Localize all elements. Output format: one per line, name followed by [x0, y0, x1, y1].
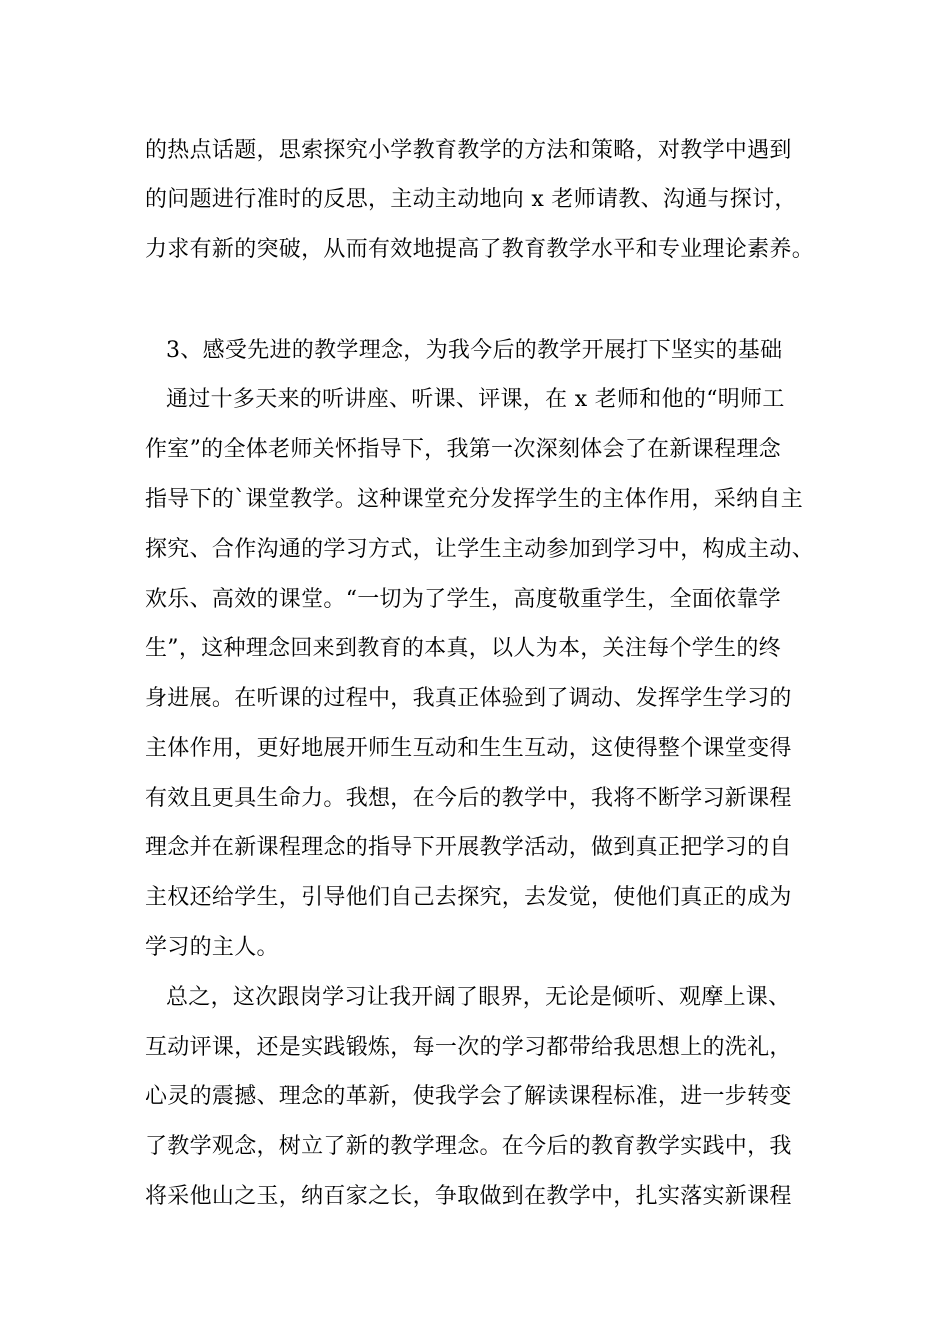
- paragraph-line: 欢乐、高效的课堂。“一切为了学生，高度敬重学生，全面依靠学: [145, 587, 781, 612]
- paragraph-line: 有效且更具生命力。我想，在今后的教学中，我将不断学习新课程: [145, 786, 792, 811]
- paragraph-line: 总之，这次跟岗学习让我开阔了眼界，无论是倾听、观摩上课、: [166, 985, 791, 1010]
- paragraph-line: 了教学观念，树立了新的教学理念。在今后的教育教学实践中，我: [145, 1134, 792, 1159]
- paragraph-line: 探究、合作沟通的学习方式，让学生主动参加到学习中，构成主动、: [145, 537, 815, 562]
- paragraph-line: 主体作用，更好地展开师生互动和生生互动，这使得整个课堂变得: [145, 736, 792, 761]
- paragraph-line: 指导下的`课堂教学。这种课堂充分发挥学生的主体作用，采纳自主: [145, 487, 804, 512]
- paragraph-line: 互动评课，还是实践锻炼，每一次的学习都带给我思想上的洗礼，: [145, 1035, 792, 1060]
- paragraph-line: 通过十多天来的听讲座、听课、评课，在 x 老师和他的“明师工: [166, 387, 785, 412]
- paragraph-line: 的热点话题，思索探究小学教育教学的方法和策略，对教学中遇到: [145, 138, 792, 163]
- paragraph-line: 理念并在新课程理念的指导下开展教学活动，做到真正把学习的自: [145, 835, 792, 860]
- paragraph-line: 作室”的全体老师关怀指导下，我第一次深刻体会了在新课程理念: [145, 437, 781, 462]
- paragraph-line: 学习的主人。: [145, 935, 279, 960]
- section-heading: 3、感受先进的教学理念，为我今后的教学开展打下坚实的基础: [166, 338, 783, 363]
- paragraph-line: 的问题进行准时的反思，主动主动地向 x 老师请教、沟通与探讨，: [145, 187, 797, 212]
- paragraph-line: 身进展。在听课的过程中，我真正体验到了调动、发挥学生学习的: [145, 686, 792, 711]
- paragraph-line: 心灵的震撼、理念的革新，使我学会了解读课程标准，进一步转变: [145, 1084, 792, 1109]
- paragraph-line: 力求有新的突破，从而有效地提高了教育教学水平和专业理论素养。: [145, 237, 815, 262]
- paragraph-line: 生”，这种理念回来到教育的本真，以人为本，关注每个学生的终: [145, 636, 781, 661]
- paragraph-line: 主权还给学生，引导他们自己去探究，去发觉，使他们真正的成为: [145, 885, 792, 910]
- paragraph-line: 将采他山之玉，纳百家之长，争取做到在教学中，扎实落实新课程: [145, 1184, 792, 1209]
